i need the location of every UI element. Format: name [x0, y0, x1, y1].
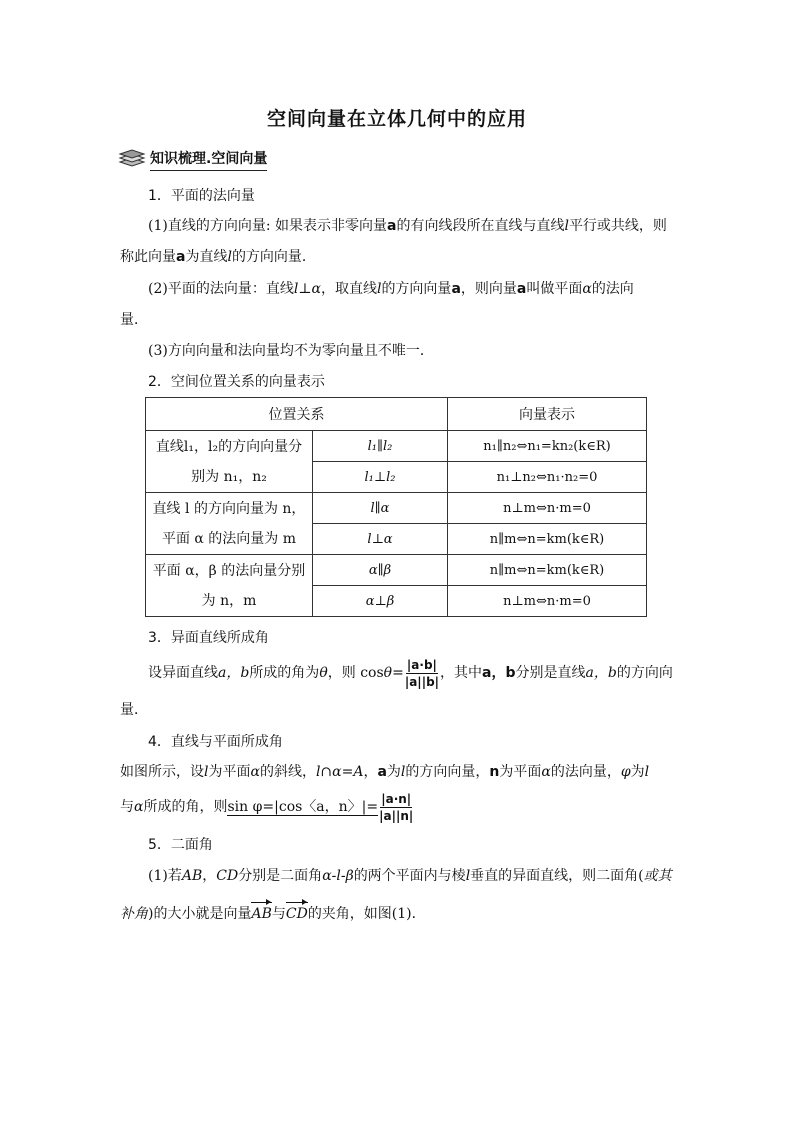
books-icon	[118, 147, 146, 171]
table-cell-relation: l∥α	[313, 493, 448, 524]
table-row	[146, 431, 647, 462]
s3-para-line1: 设异面直线a，b所成的角为θ，则 cosθ= $\frac{|a\cdot b|}{|a||b|}$ ，其中a，b分别是直线a，b的方向向	[148, 657, 673, 689]
table-row	[146, 555, 647, 586]
s1-para1-line2: 称此向量a为直线l的方向向量．	[120, 249, 316, 265]
s5-para-line1: (1)若AB，CD分别是二面角α-l-β的两个平面内与棱l垂直的异面直线，则二面角(或其	[148, 868, 672, 884]
table-group-label: 平面 α，β 的法向量分别 为 n，m	[146, 555, 313, 617]
s2-title: 2．空间位置关系的向量表示	[148, 374, 325, 390]
s4-title: 4．直线与平面所成角	[148, 734, 283, 750]
s1-para1-line1: (1)直线的方向向量: 如果表示非零向量a的有向线段所在直线与直线l平行或共线，则	[148, 218, 667, 234]
fraction-cos-theta: $\frac{|a\cdot b|}{|a||b|}$	[404, 657, 440, 689]
s3-title: 3．异面直线所成角	[148, 630, 269, 646]
table-cell-vector: n∥m⇔n=km(k∈R)	[448, 524, 647, 555]
table-cell-vector: n∥m⇔n=km(k∈R)	[448, 555, 647, 586]
table-group-label: 直线 l 的方向向量为 n， 平面 α 的法向量为 m	[146, 493, 313, 555]
s1-para2-line1: (2)平面的法向量：直线l⊥α，取直线l的方向向量a，则向量a叫做平面α的法向	[148, 281, 634, 297]
table-cell-relation: l₁⊥l₂	[313, 462, 448, 493]
s4-para-line2: 与α所成的角，则sin φ=|cos〈a，n〉|= $\frac{|a\cdot n|}{|a||n|}$	[120, 791, 414, 823]
section-title: 知识梳理.空间向量	[150, 148, 267, 171]
s5-para-line2: 补角)的大小就是向量AB与CD的夹角，如图(1)．	[120, 906, 426, 922]
s1-para3: (3)方向向量和法向量均不为零向量且不唯一．	[148, 343, 434, 359]
s1-para2-line2: 量．	[120, 312, 148, 328]
s4-para-line1: 如图所示，设l为平面α的斜线，l∩α=A，a为l的方向向量，n为平面α的法向量，φ为l	[120, 764, 650, 780]
table-cell-relation: α⊥β	[313, 586, 448, 617]
table-header-row	[146, 398, 647, 431]
vector-ab: AB	[251, 906, 272, 922]
s5-title: 5．二面角	[148, 837, 213, 853]
fraction-sin-phi: $\frac{|a\cdot n|}{|a||n|}$	[379, 791, 414, 823]
table-row	[146, 493, 647, 524]
page-title: 空间向量在立体几何中的应用	[266, 108, 527, 130]
vector-cd: CD	[285, 906, 308, 922]
s3-para-line2: 量．	[120, 702, 148, 718]
s1-title: 1．平面的法向量	[148, 188, 255, 204]
table-cell-relation: l₁∥l₂	[313, 431, 448, 462]
table-cell-vector: n₁⊥n₂⇔n₁·n₂=0	[448, 462, 647, 493]
table-cell-vector: n₁∥n₂⇔n₁=kn₂(k∈R)	[448, 431, 647, 462]
table-cell-vector: n⊥m⇔n·m=0	[448, 586, 647, 617]
table-cell-relation: α∥β	[313, 555, 448, 586]
section-header	[118, 147, 267, 171]
relation-table	[145, 397, 647, 617]
table-header-vector: 向量表示	[448, 398, 647, 431]
table-group-label: 直线l₁，l₂的方向向量分 别为 n₁，n₂	[146, 431, 313, 493]
table-cell-relation: l⊥α	[313, 524, 448, 555]
table-cell-vector: n⊥m⇔n·m=0	[448, 493, 647, 524]
table-header-relation: 位置关系	[146, 398, 448, 431]
